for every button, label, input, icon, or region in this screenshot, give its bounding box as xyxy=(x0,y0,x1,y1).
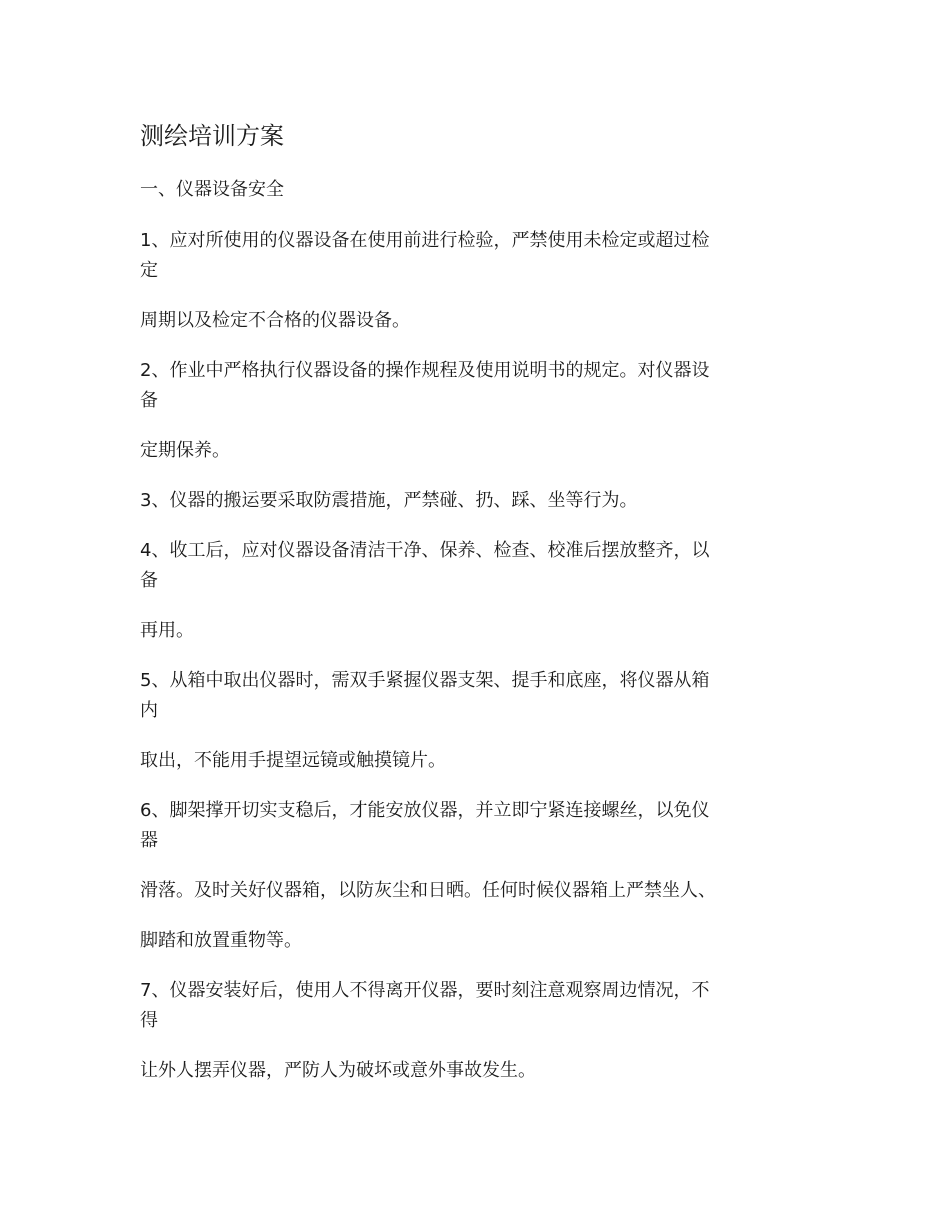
paragraph-line: 6、脚架撑开切实支稳后，才能安放仪器，并立即宁紧连接螺丝，以免仪 xyxy=(140,800,710,821)
section-heading: 一、仪器设备安全 xyxy=(140,179,284,200)
paragraph-line: 备 xyxy=(140,390,158,411)
paragraph-line: 再用。 xyxy=(140,620,194,641)
paragraph-line: 4、收工后，应对仪器设备清洁干净、保养、检查、校准后摆放整齐，以 xyxy=(140,540,710,561)
paragraph-line: 器 xyxy=(140,830,158,851)
document-title: 测绘培训方案 xyxy=(140,122,284,150)
paragraph-line: 定期保养。 xyxy=(140,440,230,461)
paragraph-line: 定 xyxy=(140,260,158,281)
paragraph-line: 让外人摆弄仪器，严防人为破坏或意外事故发生。 xyxy=(140,1060,536,1081)
paragraph-line: 5、从箱中取出仪器时，需双手紧握仪器支架、提手和底座，将仪器从箱 xyxy=(140,670,710,691)
paragraph-line: 备 xyxy=(140,570,158,591)
paragraph-line: 3、仪器的搬运要采取防震措施，严禁碰、扔、踩、坐等行为。 xyxy=(140,490,638,511)
paragraph-line: 7、仪器安装好后，使用人不得离开仪器，要时刻注意观察周边情况，不 xyxy=(140,980,710,1001)
paragraph-line: 脚踏和放置重物等。 xyxy=(140,930,302,951)
paragraph-line: 滑落。及时关好仪器箱，以防灰尘和日晒。任何时候仪器箱上严禁坐人、 xyxy=(140,880,716,901)
paragraph-line: 内 xyxy=(140,700,158,721)
paragraph-line: 取出，不能用手提望远镜或触摸镜片。 xyxy=(140,750,446,771)
paragraph-line: 2、作业中严格执行仪器设备的操作规程及使用说明书的规定。对仪器设 xyxy=(140,360,710,381)
paragraph-line: 1、应对所使用的仪器设备在使用前进行检验，严禁使用未检定或超过检 xyxy=(140,230,710,251)
paragraph-line: 周期以及检定不合格的仪器设备。 xyxy=(140,310,410,331)
paragraph-line: 得 xyxy=(140,1010,158,1031)
